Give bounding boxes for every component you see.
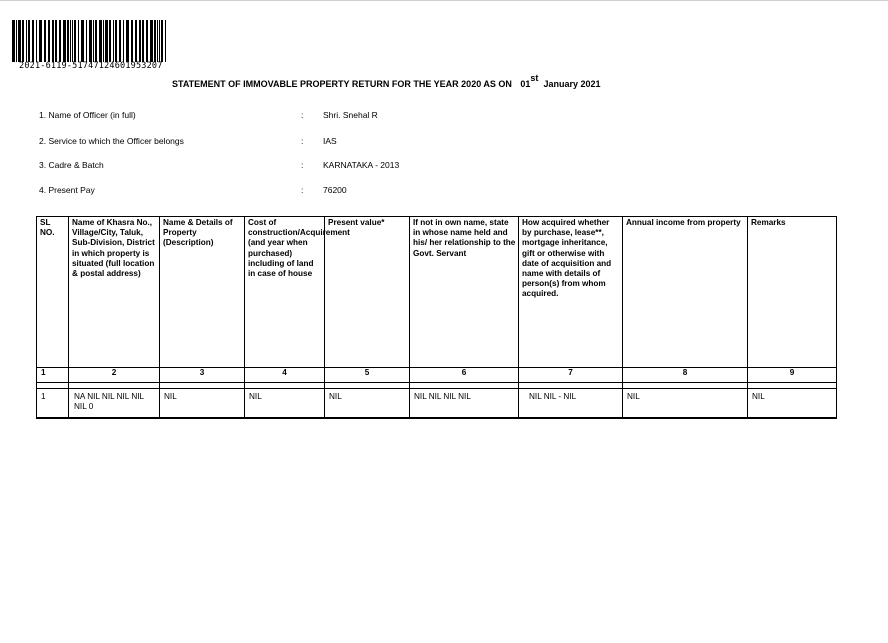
officer-pay-label: 4. Present Pay [39, 185, 95, 195]
header-sl-no: SL NO. [37, 217, 69, 368]
column-number: 7 [519, 368, 623, 383]
officer-service-label: 2. Service to which the Officer belongs [39, 136, 184, 146]
officer-cadre-value: KARNATAKA - 2013 [323, 160, 400, 170]
officer-pay-colon: : [301, 185, 304, 195]
title-day-suffix: st [530, 73, 539, 83]
column-number: 1 [37, 368, 69, 383]
barcode-image [12, 20, 168, 62]
top-border-line [0, 0, 888, 1]
page-title [172, 75, 600, 89]
cell-annual-income: NIL [623, 389, 748, 419]
header-annual-income: Annual income from property [623, 217, 748, 368]
officer-name-value: Shri. Snehal R [323, 110, 378, 120]
cell-sl-no: 1 [37, 389, 69, 419]
table-header-row [37, 217, 837, 368]
cell-name-held: NIL NIL NIL NIL [410, 389, 519, 419]
column-number: 6 [410, 368, 519, 383]
title-text: STATEMENT OF IMMOVABLE PROPERTY RETURN FOR THE YEAR 2020 AS ON [172, 79, 512, 89]
cell-how-acquired: NIL NIL - NIL [519, 389, 623, 419]
officer-name-row [39, 110, 378, 120]
officer-service-colon: : [301, 136, 304, 146]
column-number: 8 [623, 368, 748, 383]
cell-khasra-location: NA NIL NIL NIL NIL NIL 0 [69, 389, 160, 419]
header-how-acquired: How acquired whether by purchase, lease**, mortgage inheritance, gift or otherwise with date of acquisition and name with details of person(s) from whom acquired. [519, 217, 623, 368]
column-number-row [37, 368, 837, 383]
officer-cadre-row [39, 160, 399, 170]
column-number: 2 [69, 368, 160, 383]
cell-cost: NIL [245, 389, 325, 419]
header-cost: Cost of construction/Acquirement (and year when purchased) including of land in case of house [245, 217, 325, 368]
title-date [520, 73, 601, 89]
property-table [36, 216, 837, 419]
officer-pay-value: 76200 [323, 185, 347, 195]
column-number: 4 [245, 368, 325, 383]
header-khasra-location: Name of Khasra No., Village/City, Taluk, Sub-Division, District in which property is situated (full location & postal address) [69, 217, 160, 368]
officer-cadre-label: 3. Cadre & Batch [39, 160, 104, 170]
header-name-held: If not in own name, state in whose name held and his/ her relationship to the Govt. Servant [410, 217, 519, 368]
cell-present-value: NIL [325, 389, 410, 419]
header-remarks: Remarks [748, 217, 837, 368]
column-number: 5 [325, 368, 410, 383]
title-day: 01 [520, 79, 531, 89]
officer-service-row [39, 136, 337, 146]
cell-property-details: NIL [160, 389, 245, 419]
header-present-value: Present value* [325, 217, 410, 368]
officer-pay-row [39, 185, 347, 195]
table-row [37, 389, 837, 419]
header-property-details: Name & Details of Property (Description) [160, 217, 245, 368]
officer-name-label: 1. Name of Officer (in full) [39, 110, 136, 120]
officer-name-colon: : [301, 110, 304, 120]
title-month-year: January 2021 [543, 79, 601, 89]
column-number: 9 [748, 368, 837, 383]
cell-remarks: NIL [748, 389, 837, 419]
column-number: 3 [160, 368, 245, 383]
officer-service-value: IAS [323, 136, 337, 146]
officer-cadre-colon: : [301, 160, 304, 170]
barcode-number: 2021-6119-51747124601953207 [19, 61, 163, 71]
